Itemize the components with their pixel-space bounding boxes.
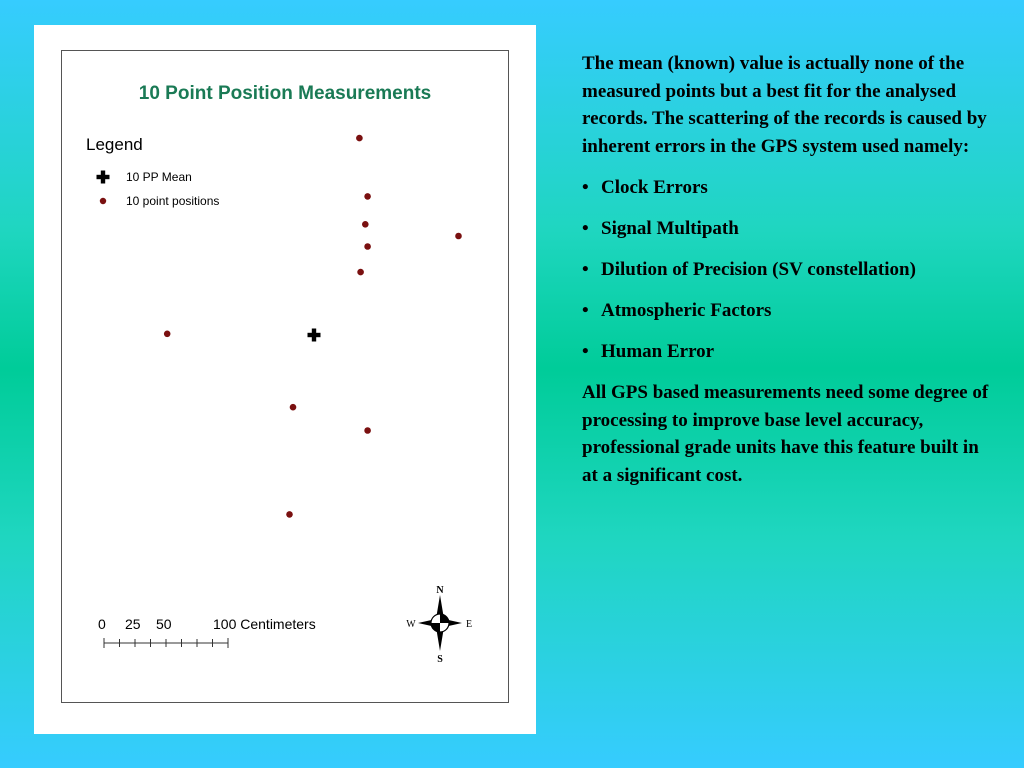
- closing-paragraph: All GPS based measurements need some degree of processing to improve base level accuracy, professional grade units have this feature built in at a significant cost.: [582, 382, 989, 486]
- position-point-1: [356, 135, 363, 142]
- scale-bar: [98, 616, 352, 656]
- position-point-3: [362, 221, 369, 228]
- scale-label-50: 50: [156, 616, 172, 632]
- mean-point-cross: [308, 329, 321, 342]
- position-point-9: [364, 427, 371, 434]
- scale-ruler: [102, 636, 234, 650]
- list-item: [582, 338, 992, 366]
- list-item: [582, 215, 992, 243]
- bullet-icon: •: [582, 218, 589, 239]
- compass-n: N: [436, 585, 444, 596]
- legend-title: Legend: [86, 135, 143, 154]
- map-panel: [34, 25, 536, 734]
- list-item: [582, 297, 992, 325]
- position-point-5: [455, 233, 462, 240]
- text-panel: [582, 50, 992, 503]
- position-point-2: [364, 193, 371, 200]
- list-item-label: Clock Errors: [601, 177, 708, 198]
- compass-rose-icon: [398, 585, 482, 663]
- scale-label-25: 25: [125, 616, 141, 632]
- list-item: [582, 174, 992, 202]
- bullet-icon: •: [582, 259, 589, 280]
- bullet-icon: •: [582, 341, 589, 362]
- position-point-10: [286, 511, 293, 518]
- list-item-label: Signal Multipath: [601, 218, 739, 239]
- list-item-label: Human Error: [601, 341, 715, 362]
- position-point-4: [364, 243, 371, 250]
- position-point-7: [164, 331, 171, 338]
- map-title: 10 Point Position Measurements: [138, 83, 432, 104]
- legend-label-mean: 10 PP Mean: [126, 170, 192, 184]
- list-item: [582, 256, 992, 284]
- error-source-list: [582, 174, 992, 366]
- intro-paragraph: The mean (known) value is actually none of the measured points but a best fit for the analysed records. The scattering of the records is caused by inherent errors in the GPS system used namely:: [582, 53, 987, 157]
- position-point-8: [290, 404, 297, 411]
- list-item-label: Atmospheric Factors: [601, 300, 772, 321]
- compass-w: W: [406, 619, 416, 630]
- scale-label-0: 0: [98, 616, 106, 632]
- bullet-icon: •: [582, 177, 589, 198]
- bullet-icon: •: [582, 300, 589, 321]
- list-item-label: Dilution of Precision (SV constellation): [601, 259, 916, 280]
- north-arrow-compass: [398, 585, 482, 663]
- scale-label-100: 100 Centimeters: [213, 616, 316, 632]
- compass-s: S: [437, 654, 443, 663]
- compass-e: E: [465, 619, 473, 630]
- position-point-6: [357, 269, 364, 276]
- legend-label-points: 10 point positions: [126, 194, 220, 208]
